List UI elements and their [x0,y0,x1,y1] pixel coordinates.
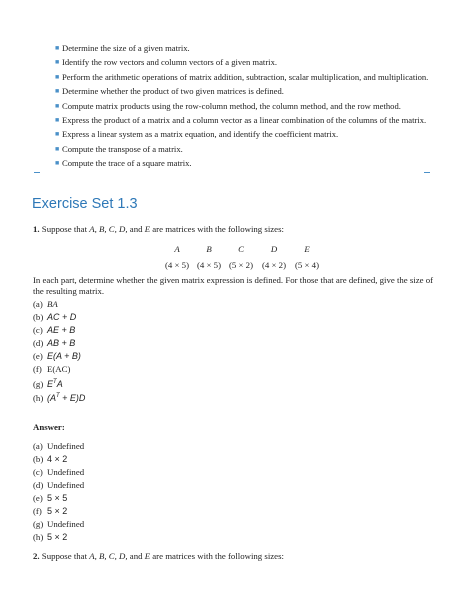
separator-left [34,172,40,173]
bullet-icon: ■ [55,44,60,52]
answer-heading: Answer: [33,422,65,432]
answer-d: (d) Undefined [33,480,85,490]
bullet-icon: ■ [55,144,60,153]
problem1-statement: 1. Suppose that A, B, C, D, and E are matrices with the following sizes: [33,224,284,234]
matrix-sizes-table [0,241,474,271]
part-h: (h) $(A^T + E)D$ [33,392,86,403]
bullet-icon: ■ [55,58,60,67]
problem-number: 2. [33,551,40,561]
size-column: E (5 × 4) [294,244,319,270]
size-column: D (4 × 2) [261,244,286,270]
bullet-icon: ■ [55,87,60,96]
part-d: (d) AB + B [33,338,76,348]
answer-e: (e) 5 × 5 [33,493,68,503]
section-title: Exercise Set 1.3 [32,196,138,212]
answer-g: (g) Undefined [33,519,85,529]
instruction-line-1: In each part, determine whether the given matrix expression is defined. For those that are defined, give the size of [33,275,434,285]
bullet-icon: ■ [55,130,60,139]
list-item: ■ Determine whether the product of two given matrices is defined. [55,84,428,98]
answer-a: (a) Undefined [33,441,85,451]
part-g: (g) $E^TA$ [33,378,63,389]
part-e: (e) E(A + B) [33,351,81,361]
answer-h: (h) 5 × 2 [33,532,68,542]
instruction-line-2: the resulting matrix. [33,286,105,296]
list-item: ■ Express the product of a matrix and a column vector as a linear combination of the columns of the matrix. [55,113,428,127]
size-column: A (4 × 5) [164,244,189,270]
part-b: (b) AC + D [33,312,77,322]
part-a: (a) BA [33,299,58,309]
answer-b: (b) 4 × 2 [33,454,68,464]
part-f: (f) E(AC) [33,364,71,374]
part-c: (c) AE + B [33,325,76,335]
size-column: C (5 × 2) [228,244,253,270]
list-item: ■ Perform the arithmetic operations of matrix addition, subtraction, scalar multiplication, and multiplication. [55,70,428,84]
bullet-icon: ■ [55,159,60,168]
answer-c: (c) Undefined [33,467,85,477]
bullet-icon: ■ [55,72,60,81]
list-item: ■ Compute the trace of a square matrix. [55,156,428,170]
bullet-icon: ■ [55,116,60,125]
list-item: ■ Compute matrix products using the row-column method, the column method, and the row method. [55,99,428,113]
list-item: ■ Express a linear system as a matrix equation, and identify the coefficient matrix. [55,127,428,141]
list-item: ■ Identify the row vectors and column vectors of a given matrix. [55,55,428,69]
bullet-icon: ■ [55,101,60,110]
separator-right [424,172,430,173]
problem2-statement: 2. Suppose that A, B, C, D, and E are matrices with the following sizes: [33,551,284,561]
size-column: B (4 × 5) [196,244,221,270]
answer-f: (f) 5 × 2 [33,506,68,516]
objectives-list [55,41,428,171]
problem-number: 1. [33,224,40,234]
list-item: ■ Determine the size of a given matrix. [55,41,428,55]
list-item: ■ Compute the transpose of a matrix. [55,142,428,156]
